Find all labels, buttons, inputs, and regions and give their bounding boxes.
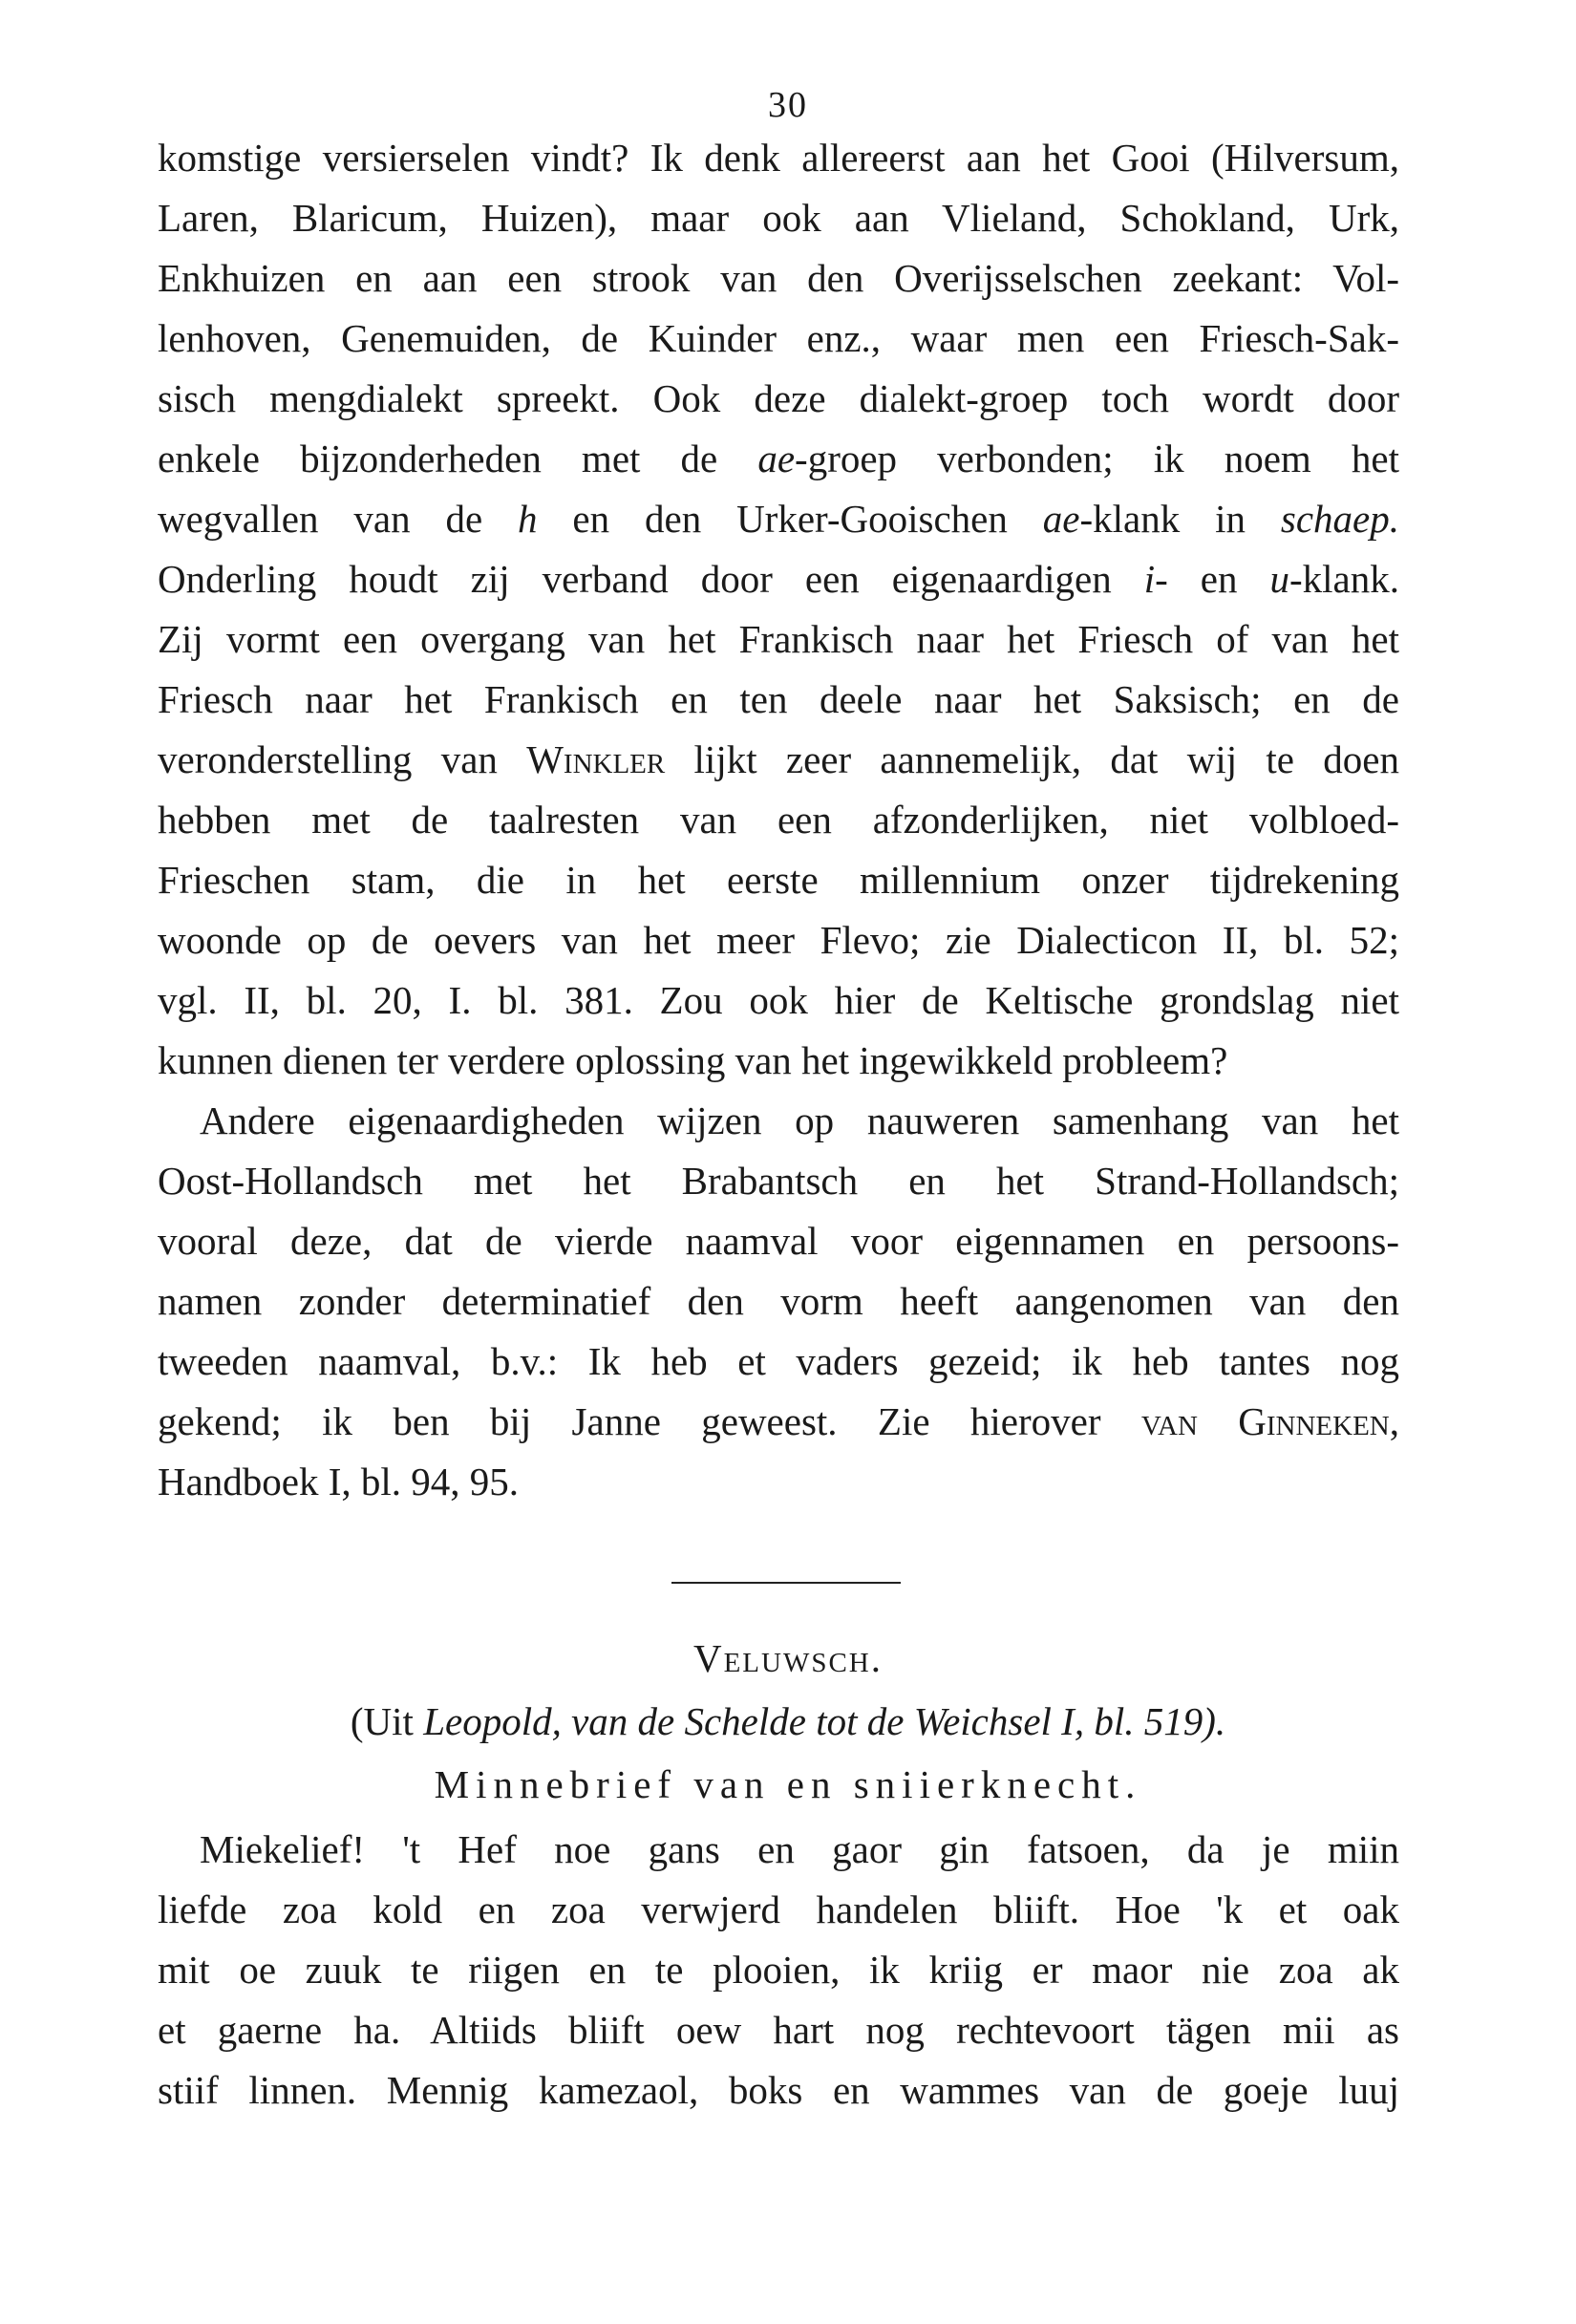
text-line: Oost-Hollandsch met het Brabantsch en het Strand-Hollandsch;: [158, 1159, 1399, 1203]
text-line: enkele bijzonderheden met de ae-groep verbonden; ik noem het: [158, 437, 1400, 480]
text-line: Onderling houdt zij verband door een eigenaardigen i- en u-klank.: [158, 557, 1399, 601]
text-line: vgl. II, bl. 20, I. bl. 381. Zou ook hier de Keltische grondslag niet: [158, 978, 1399, 1022]
source-citation: (Uit Leopold, van de Schelde tot de Weichsel I, bl. 519).: [350, 1699, 1226, 1743]
text-line: Enkhuizen en aan een strook van den Overijsselschen zeekant: Vol-: [158, 256, 1399, 300]
italic-term: i: [1143, 557, 1156, 601]
text-line: liefde zoa kold en zoa verwjerd handelen bliift. Hoe 'k et oak: [158, 1887, 1399, 1931]
text-line: lenhoven, Genemuiden, de Kuinder enz., waar men een Friesch-Sak-: [158, 316, 1399, 360]
text-line: Andere eigenaardigheden wijzen op nauweren samenhang van het: [200, 1098, 1399, 1142]
text-line: tweeden naamval, b.v.: Ik heb et vaders gezeid; ik heb tantes nog: [158, 1339, 1399, 1383]
letter-title: Minnebrief van en sniierknecht.: [434, 1762, 1142, 1806]
text-line: Laren, Blaricum, Huizen), maar ook aan Vlieland, Schokland, Urk,: [158, 196, 1399, 240]
text-line: Frieschen stam, die in het eerste millennium onzer tijdrekening: [158, 858, 1399, 902]
text-line: Handboek I, bl. 94, 95.: [158, 1460, 520, 1503]
paragraph-2: [158, 1091, 1399, 1512]
text-line: namen zonder determinatief den vorm heeft aangenomen van den: [158, 1279, 1399, 1323]
text-line: gekend; ik ben bij Janne geweest. Zie hierover van Ginneken,: [158, 1399, 1399, 1443]
italic-term: schaep.: [1280, 497, 1399, 541]
letter-text: [158, 1820, 1399, 2121]
text-line: et gaerne ha. Altiids bliift oew hart nog rechtevoort tägen mii as: [158, 2008, 1399, 2052]
italic-term: u: [1269, 557, 1289, 601]
text-line: Friesch naar het Frankisch en ten deele naar het Saksisch; en de: [158, 677, 1399, 721]
italic-term: ae: [1042, 497, 1080, 541]
section-heading: Veluwsch.: [692, 1636, 884, 1680]
text-line: vooral deze, dat de vierde naamval voor eigennamen en persoons-: [158, 1219, 1399, 1263]
text-line: Miekelief! 't Hef noe gans en gaor gin fatsoen, da je miin: [200, 1827, 1399, 1871]
text-line: hebben met de taalresten van een afzonderlijken, niet volbloed-: [158, 798, 1399, 842]
italic-term: ae: [757, 437, 796, 480]
author-name: Winkler: [526, 737, 666, 781]
section-divider: [671, 1582, 901, 1584]
text-line: sisch mengdialekt spreekt. Ook deze dialekt-groep toch wordt door: [158, 376, 1399, 420]
text-line: woonde op de oevers van het meer Flevo; zie Dialecticon II, bl. 52;: [158, 918, 1399, 962]
text-line: veronderstelling van Winkler lijkt zeer aannemelijk, dat wij te doen: [158, 737, 1399, 781]
paragraph-1: [158, 128, 1399, 1091]
text-line: Zij vormt een overgang van het Frankisch naar het Friesch of van het: [158, 617, 1399, 661]
text-line: stiif linnen. Mennig kamezaol, boks en wammes van de goeje luuj: [158, 2068, 1399, 2112]
page-number: 30: [768, 85, 808, 125]
text-line: kunnen dienen ter verdere oplossing van het ingewikkeld probleem?: [158, 1038, 1228, 1082]
text-line: wegvallen van de h en den Urker-Gooischen ae-klank in schaep.: [158, 497, 1399, 541]
italic-term: h: [518, 497, 538, 541]
text-line: komstige versierselen vindt? Ik denk allereerst aan het Gooi (Hilversum,: [158, 136, 1399, 180]
source-title: Leopold, van de Schelde tot de Weichsel I, bl. 519).: [423, 1699, 1226, 1743]
author-name: van Ginneken: [1140, 1399, 1390, 1443]
text-line: mit oe zuuk te riigen en te plooien, ik kriig er maor nie zoa ak: [158, 1948, 1399, 1992]
